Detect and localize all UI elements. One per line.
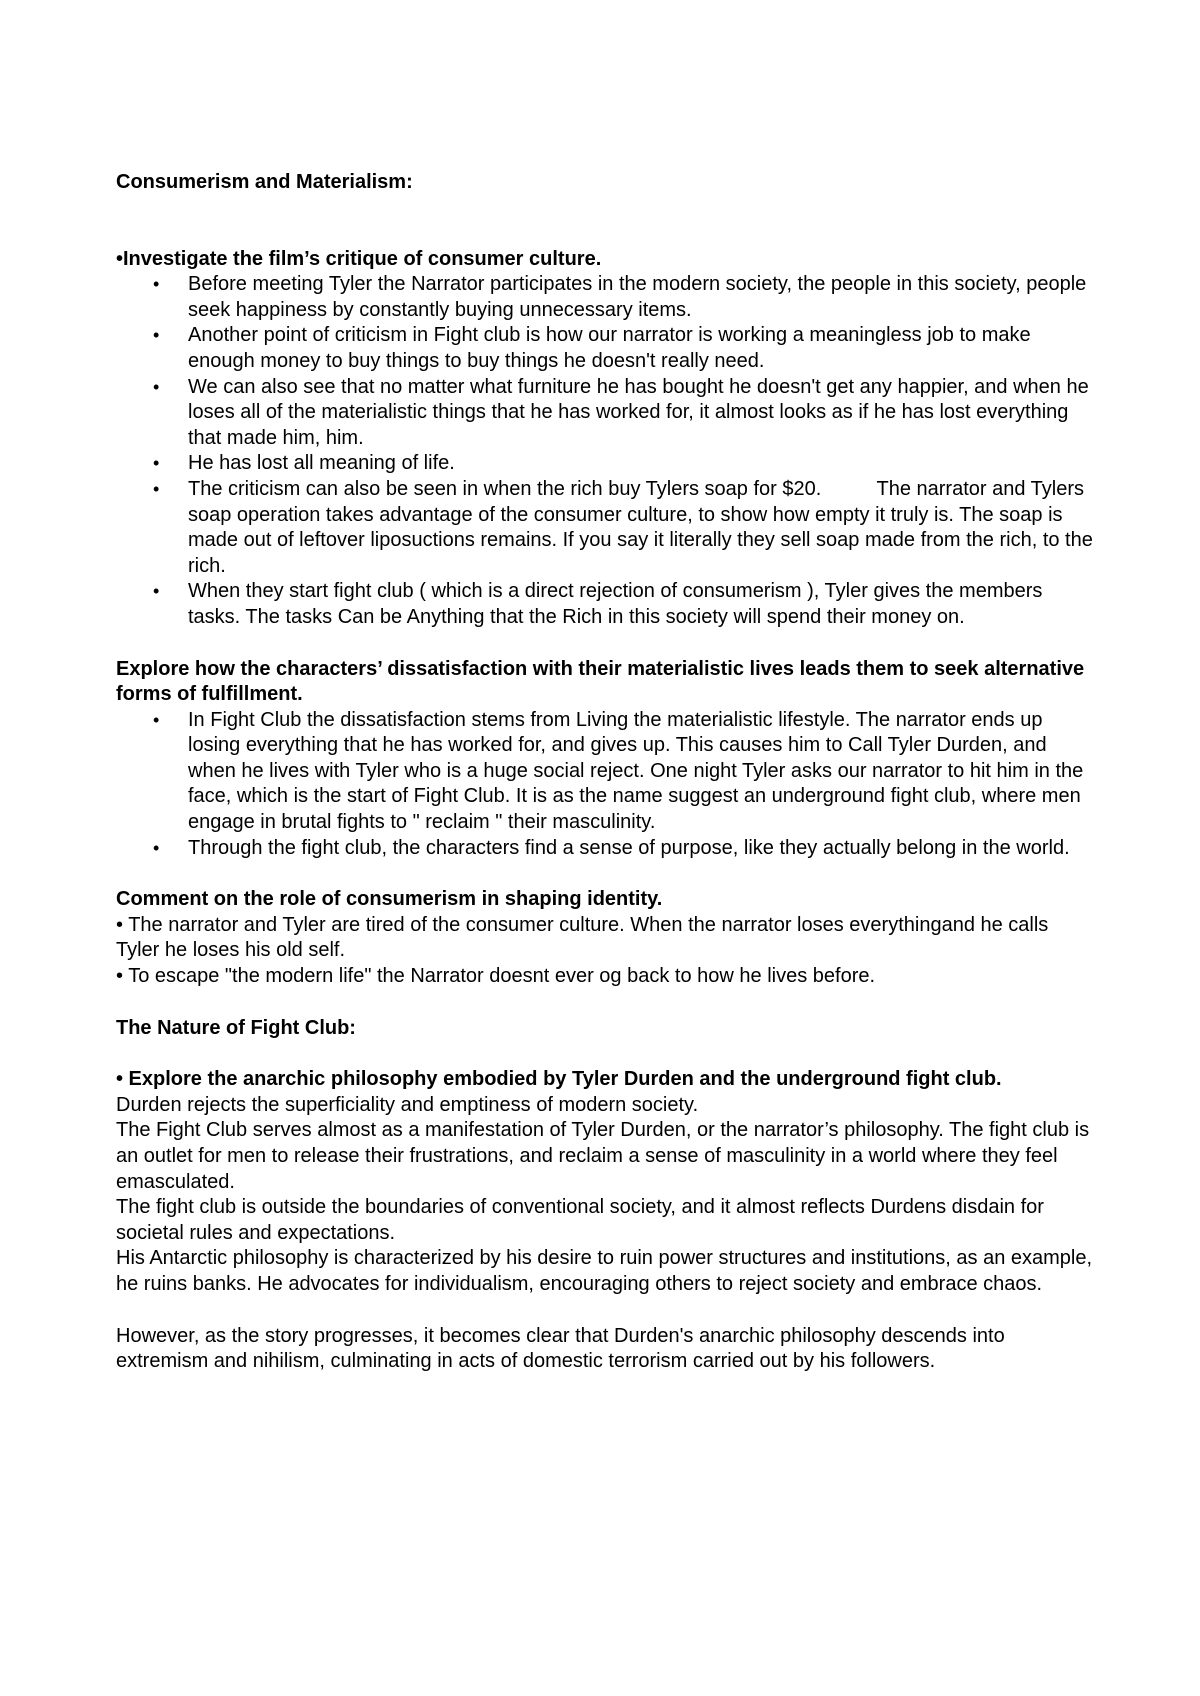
- bullet-list-dissatisfaction: [116, 708, 1096, 862]
- list-item: [116, 272, 1096, 323]
- section-title-fight-club: The Nature of Fight Club:: [116, 1016, 356, 1039]
- bullet-icon: •: [153, 837, 160, 858]
- bullet-list-consumer-culture: [116, 272, 1099, 630]
- list-item: [116, 836, 1096, 862]
- spacer: [116, 990, 1096, 1016]
- document-page: [116, 170, 1099, 1375]
- list-item: [116, 477, 1099, 579]
- question-heading-dissatisfaction: Explore how the characters’ dissatisfaction with their materialistic lives leads them to seek alternative forms of fulfillment.: [116, 657, 1085, 706]
- body-paragraph: The fight club is outside the boundaries of conventional society, and it almost reflects Durdens disdain for societal rules and expectations.: [116, 1196, 1044, 1244]
- spacer: [116, 1041, 1096, 1067]
- bullet-icon: •: [153, 453, 160, 474]
- bullet-icon: •: [153, 581, 160, 602]
- closing-paragraph: However, as the story progresses, it becomes clear that Durden's anarchic philosophy descends into extremism and nihilism, culminating in acts of domestic terrorism carried out by his followers.: [116, 1324, 1005, 1373]
- list-item: [116, 375, 1096, 452]
- list-item-text: When they start fight club ( which is a direct rejection of consumerism ), Tyler gives the members tasks. The tasks Can be Anything that the Rich in this society will spend their money on.: [188, 580, 1043, 628]
- section-title-consumerism: Consumerism and Materialism:: [116, 171, 413, 193]
- spacer: [116, 196, 1096, 247]
- bullet-icon: •: [153, 478, 160, 499]
- list-item: [116, 708, 1096, 836]
- bullet-icon: •: [153, 325, 160, 346]
- list-item-text: The criticism can also be seen in when the rich buy Tylers soap for $20. The narrator and Tylers soap operation takes advantage of the consumer culture, to show how empty it truly is. The soap is made out of leftover liposuctions remains. If you say it literally they sell soap made from the rich, to the rich.: [188, 477, 1099, 577]
- bullet-icon: •: [153, 274, 160, 295]
- list-item-text: Through the fight club, the characters find a sense of purpose, like they actually belong in the world.: [188, 836, 1070, 859]
- body-paragraph: The Fight Club serves almost as a manifestation of Tyler Durden, or the narrator’s philosophy. The fight club is an outlet for men to release their frustrations, and reclaim a sense of masculinity in a world where they feel emasculated.: [116, 1119, 1090, 1193]
- question-heading-consumer-culture: •Investigate the film’s critique of consumer culture.: [116, 247, 602, 270]
- bullet-icon: •: [153, 376, 160, 397]
- list-item: [116, 579, 1096, 630]
- spacer: [116, 861, 1096, 887]
- list-item-text: He has lost all meaning of life.: [188, 452, 455, 475]
- list-item-text: We can also see that no matter what furniture he has bought he doesn't get any happier, and when he loses all of the materialistic things that he has worked for, it almost looks as if he has lost everything that made him, him.: [188, 375, 1089, 449]
- list-item-text: Another point of criticism in Fight club is how our narrator is working a meaningless job to make enough money to buy things to buy things he doesn't really need.: [188, 324, 1031, 372]
- identity-line: • To escape "the modern life" the Narrator doesnt ever og back to how he lives before.: [116, 965, 876, 988]
- question-heading-identity: Comment on the role of consumerism in shaping identity.: [116, 888, 663, 911]
- body-paragraph: Durden rejects the superficiality and emptiness of modern society.: [116, 1093, 699, 1116]
- identity-line: • The narrator and Tyler are tired of the consumer culture. When the narrator loses everythingand he calls Tyler he loses his old self.: [116, 913, 1049, 962]
- question-heading-anarchic-philosophy: • Explore the anarchic philosophy embodied by Tyler Durden and the underground fight club.: [116, 1068, 1002, 1091]
- list-item-text: In Fight Club the dissatisfaction stems from Living the materialistic lifestyle. The narrator ends up losing everything that he has worked for, and gives up. This causes him to Call Tyler Durden, and when he lives with Tyler who is a huge social reject. One night Tyler asks our narrator to hit him in the face, which is the start of Fight Club. It is as the name suggest an underground fight club, where men engage in brutal fights to " reclaim " their masculinity.: [188, 708, 1084, 834]
- spacer: [116, 1298, 1096, 1324]
- list-item-text: Before meeting Tyler the Narrator participates in the modern society, the people in this society, people seek happiness by constantly buying unnecessary items.: [188, 273, 1087, 321]
- spacer: [116, 631, 1096, 657]
- body-paragraph: His Antarctic philosophy is characterized by his desire to ruin power structures and institutions, as an example, he ruins banks. He advocates for individualism, encouraging others to reject society and embrace chaos.: [116, 1247, 1093, 1295]
- bullet-icon: •: [153, 709, 160, 730]
- list-item: [116, 323, 1096, 374]
- list-item: [116, 451, 1096, 477]
